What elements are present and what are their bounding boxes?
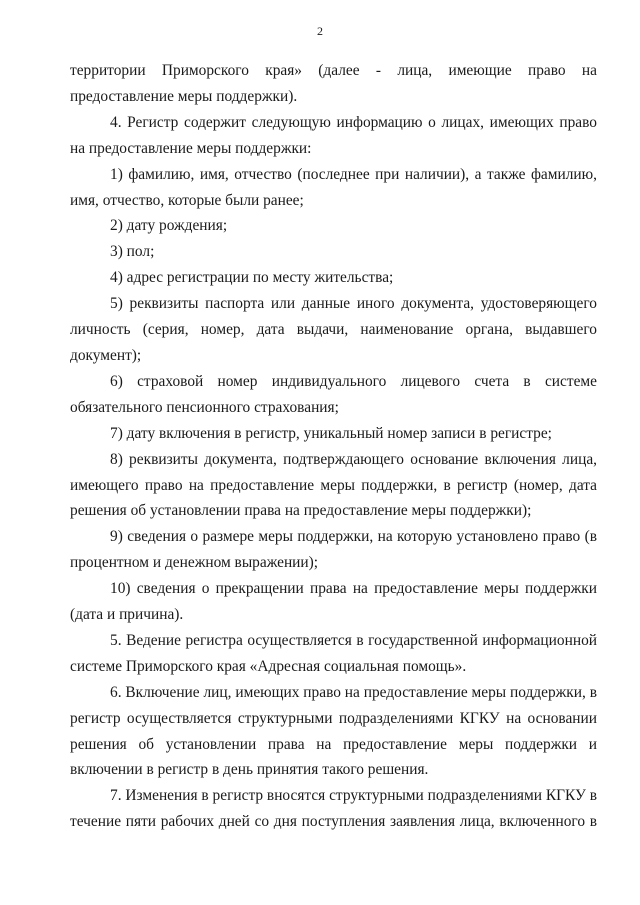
paragraph-item-6: 6. Включение лиц, имеющих право на предоставление меры поддержки, в регистр осуществляется структурными подразделениями КГКУ на основании решения об установлении права на предоставление меры поддержки и включении в регистр в день принятия такого решения. xyxy=(70,683,597,779)
subitem-3-sex: 3) пол; xyxy=(110,243,155,261)
document-body xyxy=(70,58,597,835)
subitem-9-support-amount: 9) сведения о размере меры поддержки, на которую установлено право (в процентном и денежном выражении); xyxy=(70,528,597,572)
subitem-5-passport: 5) реквизиты паспорта или данные иного документа, удостоверяющего личность (серия, номер, дата выдачи, наименование органа, выдавшего документ); xyxy=(70,295,597,364)
subitem-6-snils: 6) страховой номер индивидуального лицевого счета в системе обязательного пенсионного страхования; xyxy=(70,372,597,416)
paragraph-item-5: 5. Ведение регистра осуществляется в государственной информационной системе Приморского края «Адресная социальная помощь». xyxy=(70,631,597,675)
paragraph-item-7: 7. Изменения в регистр вносятся структурными подразделениями КГКУ в течение пяти рабочих дней со дня поступления заявления лица, включенного в xyxy=(70,787,597,831)
subitem-2-birthdate: 2) дату рождения; xyxy=(110,217,228,235)
page-number: 2 xyxy=(317,24,323,38)
paragraph-continuation: территории Приморского края» (далее - лица, имеющие право на предоставление меры поддержки). xyxy=(70,62,597,105)
subitem-7-inclusion-date: 7) дату включения в регистр, уникальный номер записи в регистре; xyxy=(110,424,552,442)
subitem-8-document-details: 8) реквизиты документа, подтверждающего основание включения лица, имеющего право на предоставление меры поддержки, в регистр (номер, дата решения об установлении права на предоставление меры поддержки); xyxy=(70,450,597,520)
paragraph-item-4: 4. Регистр содержит следующую информацию о лицах, имеющих право на предоставление меры поддержки: xyxy=(70,113,597,157)
subitem-4-address: 4) адрес регистрации по месту жительства; xyxy=(110,269,394,287)
subitem-10-termination: 10) сведения о прекращении права на предоставление меры поддержки (дата и причина). xyxy=(70,580,597,624)
subitem-1-fio: 1) фамилию, имя, отчество (последнее при наличии), а также фамилию, имя, отчество, которые были ранее; xyxy=(70,165,597,209)
